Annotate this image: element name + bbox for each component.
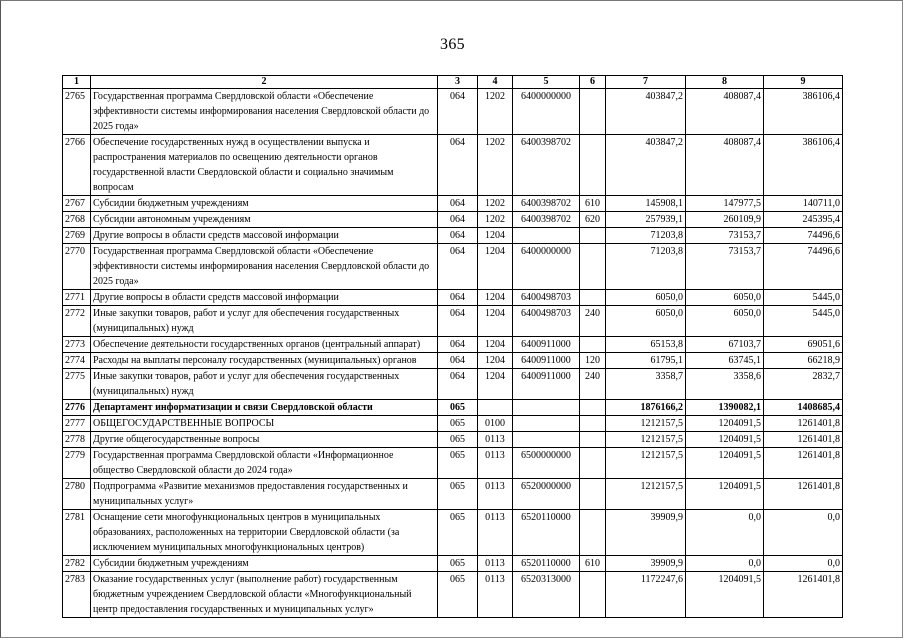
section-code-cell: 0113 (478, 556, 513, 572)
section-code-cell: 0113 (478, 572, 513, 618)
table-row (63, 369, 843, 400)
item-name-cell: Оснащение сети многофункциональных центров в муниципальных образованиях, расположенных на территории Свердловской области (за исключением муниципальных многофункциональных центров) (91, 510, 438, 556)
target-article-cell: 6400000000 (513, 244, 580, 290)
table-row (63, 89, 843, 135)
amount-col9-cell: 386106,4 (764, 89, 843, 135)
table-row (63, 196, 843, 212)
section-code-cell: 1204 (478, 353, 513, 369)
row-number-cell: 2780 (63, 479, 91, 510)
table-row (63, 337, 843, 353)
amount-col8-cell: 0,0 (686, 510, 764, 556)
item-name-cell: Субсидии автономным учреждениям (91, 212, 438, 228)
section-code-cell: 1202 (478, 135, 513, 196)
table-row (63, 432, 843, 448)
expense-type-cell (580, 337, 606, 353)
ministry-code-cell: 064 (438, 89, 478, 135)
target-article-cell: 6520000000 (513, 479, 580, 510)
amount-col9-cell: 1261401,8 (764, 432, 843, 448)
section-code-cell: 1204 (478, 369, 513, 400)
amount-col9-cell: 1261401,8 (764, 448, 843, 479)
target-article-cell (513, 416, 580, 432)
amount-col8-cell: 6050,0 (686, 306, 764, 337)
table-row (63, 228, 843, 244)
row-number-cell: 2776 (63, 400, 91, 416)
row-number-cell: 2767 (63, 196, 91, 212)
expense-type-cell (580, 572, 606, 618)
section-code-cell: 0100 (478, 416, 513, 432)
expense-type-cell: 240 (580, 306, 606, 337)
ministry-code-cell: 064 (438, 196, 478, 212)
item-name-cell: Другие общегосударственные вопросы (91, 432, 438, 448)
expense-type-cell (580, 135, 606, 196)
section-code-cell: 1202 (478, 212, 513, 228)
expense-type-cell (580, 416, 606, 432)
amount-col8-cell: 1204091,5 (686, 572, 764, 618)
amount-col7-cell: 1212157,5 (606, 432, 686, 448)
ministry-code-cell: 064 (438, 290, 478, 306)
row-number-cell: 2783 (63, 572, 91, 618)
amount-col9-cell: 74496,6 (764, 228, 843, 244)
expense-type-cell (580, 228, 606, 244)
target-article-cell: 6520313000 (513, 572, 580, 618)
header-col-2: 2 (91, 76, 438, 89)
ministry-code-cell: 065 (438, 432, 478, 448)
table-row (63, 416, 843, 432)
amount-col8-cell: 408087,4 (686, 135, 764, 196)
ministry-code-cell: 064 (438, 244, 478, 290)
section-code-cell: 1204 (478, 306, 513, 337)
amount-col9-cell: 386106,4 (764, 135, 843, 196)
table-row (63, 400, 843, 416)
item-name-cell: Субсидии бюджетным учреждениям (91, 556, 438, 572)
amount-col7-cell: 1212157,5 (606, 479, 686, 510)
table-row (63, 290, 843, 306)
header-col-4: 4 (478, 76, 513, 89)
item-name-cell: Оказание государственных услуг (выполнение работ) государственным бюджетным учреждением Свердловской области «Многофункциональный центр предоставления государственных и муниципальных услуг» (91, 572, 438, 618)
expense-type-cell: 120 (580, 353, 606, 369)
table-row (63, 212, 843, 228)
row-number-cell: 2775 (63, 369, 91, 400)
amount-col9-cell: 74496,6 (764, 244, 843, 290)
amount-col7-cell: 61795,1 (606, 353, 686, 369)
target-article-cell: 6400398702 (513, 196, 580, 212)
section-code-cell: 1202 (478, 89, 513, 135)
expense-type-cell (580, 510, 606, 556)
ministry-code-cell: 064 (438, 369, 478, 400)
expense-type-cell: 610 (580, 196, 606, 212)
amount-col8-cell: 0,0 (686, 556, 764, 572)
amount-col9-cell: 140711,0 (764, 196, 843, 212)
amount-col9-cell: 0,0 (764, 510, 843, 556)
row-number-cell: 2778 (63, 432, 91, 448)
target-article-cell: 6400911000 (513, 337, 580, 353)
header-col-6: 6 (580, 76, 606, 89)
amount-col7-cell: 403847,2 (606, 89, 686, 135)
item-name-cell: Обеспечение деятельности государственных органов (центральный аппарат) (91, 337, 438, 353)
target-article-cell: 6400000000 (513, 89, 580, 135)
table-row (63, 556, 843, 572)
amount-col7-cell: 1876166,2 (606, 400, 686, 416)
ministry-code-cell: 064 (438, 135, 478, 196)
item-name-cell: Государственная программа Свердловской области «Обеспечение эффективности системы информирования населения Свердловской области до 2025 года» (91, 89, 438, 135)
amount-col7-cell: 1172247,6 (606, 572, 686, 618)
row-number-cell: 2770 (63, 244, 91, 290)
ministry-code-cell: 065 (438, 556, 478, 572)
row-number-cell: 2777 (63, 416, 91, 432)
expense-type-cell (580, 290, 606, 306)
row-number-cell: 2769 (63, 228, 91, 244)
ministry-code-cell: 064 (438, 306, 478, 337)
header-col-9: 9 (764, 76, 843, 89)
amount-col7-cell: 71203,8 (606, 228, 686, 244)
header-col-8: 8 (686, 76, 764, 89)
ministry-code-cell: 065 (438, 572, 478, 618)
table-row (63, 479, 843, 510)
amount-col8-cell: 73153,7 (686, 228, 764, 244)
section-code-cell: 1202 (478, 196, 513, 212)
table-row (63, 448, 843, 479)
amount-col8-cell: 67103,7 (686, 337, 764, 353)
amount-col9-cell: 66218,9 (764, 353, 843, 369)
target-article-cell: 6520110000 (513, 510, 580, 556)
amount-col8-cell: 6050,0 (686, 290, 764, 306)
amount-col7-cell: 39909,9 (606, 510, 686, 556)
row-number-cell: 2782 (63, 556, 91, 572)
page-number: 365 (440, 36, 465, 53)
target-article-cell (513, 432, 580, 448)
table-header-row (63, 76, 843, 89)
row-number-cell: 2773 (63, 337, 91, 353)
amount-col8-cell: 260109,9 (686, 212, 764, 228)
amount-col8-cell: 1204091,5 (686, 479, 764, 510)
amount-col9-cell: 1408685,4 (764, 400, 843, 416)
header-col-7: 7 (606, 76, 686, 89)
amount-col7-cell: 65153,8 (606, 337, 686, 353)
section-code-cell: 1204 (478, 228, 513, 244)
amount-col7-cell: 6050,0 (606, 290, 686, 306)
expense-type-cell (580, 244, 606, 290)
amount-col9-cell: 1261401,8 (764, 479, 843, 510)
amount-col7-cell: 257939,1 (606, 212, 686, 228)
target-article-cell: 6400498703 (513, 290, 580, 306)
expense-type-cell (580, 448, 606, 479)
ministry-code-cell: 064 (438, 353, 478, 369)
section-code-cell: 1204 (478, 244, 513, 290)
amount-col9-cell: 5445,0 (764, 290, 843, 306)
ministry-code-cell: 065 (438, 416, 478, 432)
ministry-code-cell: 064 (438, 212, 478, 228)
table-row (63, 572, 843, 618)
expense-type-cell: 240 (580, 369, 606, 400)
amount-col7-cell: 1212157,5 (606, 448, 686, 479)
expense-type-cell (580, 479, 606, 510)
row-number-cell: 2766 (63, 135, 91, 196)
item-name-cell: Государственная программа Свердловской области «Информационное общество Свердловской области до 2024 года» (91, 448, 438, 479)
amount-col8-cell: 73153,7 (686, 244, 764, 290)
amount-col9-cell: 5445,0 (764, 306, 843, 337)
row-number-cell: 2781 (63, 510, 91, 556)
target-article-cell: 6400911000 (513, 353, 580, 369)
amount-col9-cell: 245395,4 (764, 212, 843, 228)
row-number-cell: 2774 (63, 353, 91, 369)
target-article-cell: 6400911000 (513, 369, 580, 400)
amount-col8-cell: 63745,1 (686, 353, 764, 369)
ministry-code-cell: 065 (438, 400, 478, 416)
item-name-cell: Субсидии бюджетным учреждениям (91, 196, 438, 212)
section-code-cell: 0113 (478, 448, 513, 479)
amount-col7-cell: 6050,0 (606, 306, 686, 337)
expense-type-cell: 610 (580, 556, 606, 572)
amount-col9-cell: 1261401,8 (764, 416, 843, 432)
item-name-cell: Обеспечение государственных нужд в осуществлении выпуска и распространения материалов по освещению деятельности органов государственной власти Свердловской области и социально значимым вопросам (91, 135, 438, 196)
expense-type-cell (580, 89, 606, 135)
target-article-cell (513, 400, 580, 416)
section-code-cell: 0113 (478, 479, 513, 510)
amount-col7-cell: 145908,1 (606, 196, 686, 212)
amount-col7-cell: 1212157,5 (606, 416, 686, 432)
target-article-cell: 6400398702 (513, 212, 580, 228)
target-article-cell (513, 228, 580, 244)
row-number-cell: 2772 (63, 306, 91, 337)
table-row (63, 510, 843, 556)
table-row (63, 244, 843, 290)
amount-col9-cell: 0,0 (764, 556, 843, 572)
ministry-code-cell: 064 (438, 228, 478, 244)
ministry-code-cell: 065 (438, 448, 478, 479)
header-col-3: 3 (438, 76, 478, 89)
amount-col8-cell: 3358,6 (686, 369, 764, 400)
item-name-cell: Подпрограмма «Развитие механизмов предоставления государственных и муниципальных услуг» (91, 479, 438, 510)
item-name-cell: Иные закупки товаров, работ и услуг для обеспечения государственных (муниципальных) нужд (91, 306, 438, 337)
row-number-cell: 2765 (63, 89, 91, 135)
ministry-code-cell: 064 (438, 337, 478, 353)
expense-type-cell (580, 432, 606, 448)
table-row (63, 306, 843, 337)
target-article-cell: 6400498703 (513, 306, 580, 337)
header-col-5: 5 (513, 76, 580, 89)
row-number-cell: 2779 (63, 448, 91, 479)
amount-col7-cell: 3358,7 (606, 369, 686, 400)
amount-col8-cell: 1204091,5 (686, 432, 764, 448)
expense-type-cell: 620 (580, 212, 606, 228)
item-name-cell: Государственная программа Свердловской области «Обеспечение эффективности системы информирования населения Свердловской области до 2025 года» (91, 244, 438, 290)
row-number-cell: 2771 (63, 290, 91, 306)
table-row (63, 135, 843, 196)
amount-col9-cell: 1261401,8 (764, 572, 843, 618)
section-code-cell: 0113 (478, 510, 513, 556)
target-article-cell: 6500000000 (513, 448, 580, 479)
amount-col9-cell: 2832,7 (764, 369, 843, 400)
item-name-cell: Другие вопросы в области средств массовой информации (91, 228, 438, 244)
amount-col8-cell: 147977,5 (686, 196, 764, 212)
amount-col7-cell: 39909,9 (606, 556, 686, 572)
target-article-cell: 6400398702 (513, 135, 580, 196)
budget-table (62, 75, 843, 618)
row-number-cell: 2768 (63, 212, 91, 228)
section-code-cell (478, 400, 513, 416)
table-row (63, 353, 843, 369)
item-name-cell: Другие вопросы в области средств массовой информации (91, 290, 438, 306)
item-name-cell: Департамент информатизации и связи Свердловской области (91, 400, 438, 416)
amount-col8-cell: 1204091,5 (686, 448, 764, 479)
section-code-cell: 1204 (478, 337, 513, 353)
amount-col7-cell: 403847,2 (606, 135, 686, 196)
section-code-cell: 0113 (478, 432, 513, 448)
expense-type-cell (580, 400, 606, 416)
item-name-cell: ОБЩЕГОСУДАРСТВЕННЫЕ ВОПРОСЫ (91, 416, 438, 432)
amount-col8-cell: 408087,4 (686, 89, 764, 135)
ministry-code-cell: 065 (438, 510, 478, 556)
amount-col8-cell: 1390082,1 (686, 400, 764, 416)
target-article-cell: 6520110000 (513, 556, 580, 572)
item-name-cell: Расходы на выплаты персоналу государственных (муниципальных) органов (91, 353, 438, 369)
amount-col7-cell: 71203,8 (606, 244, 686, 290)
section-code-cell: 1204 (478, 290, 513, 306)
amount-col9-cell: 69051,6 (764, 337, 843, 353)
amount-col8-cell: 1204091,5 (686, 416, 764, 432)
ministry-code-cell: 065 (438, 479, 478, 510)
header-col-1: 1 (63, 76, 91, 89)
table-body (63, 89, 843, 618)
item-name-cell: Иные закупки товаров, работ и услуг для обеспечения государственных (муниципальных) нужд (91, 369, 438, 400)
